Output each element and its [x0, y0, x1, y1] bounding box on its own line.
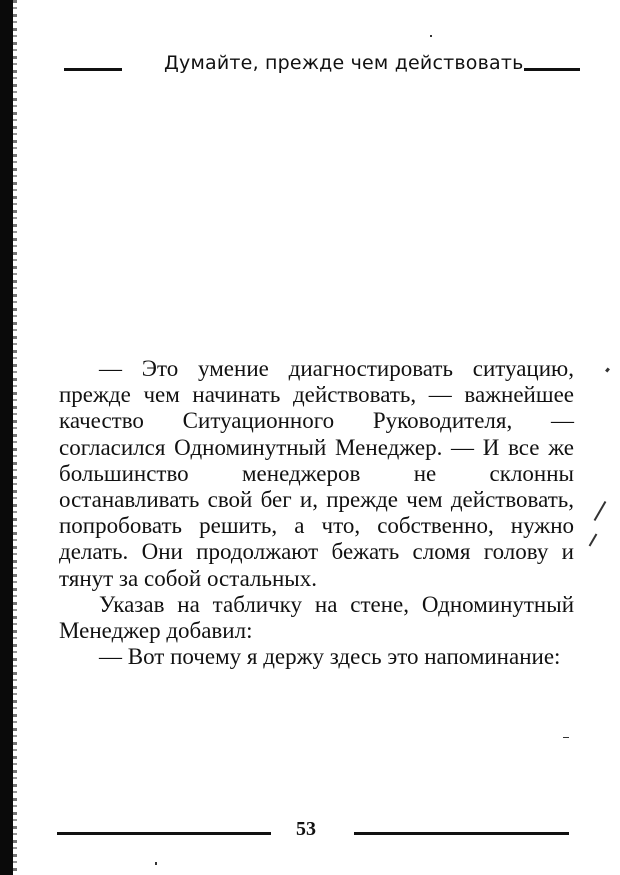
running-head-title: Думайте, прежде чем действовать — [164, 52, 524, 74]
scan-speck — [430, 35, 432, 37]
scan-speck — [155, 862, 157, 865]
scan-speck — [594, 501, 607, 521]
scan-speck — [589, 533, 598, 546]
running-head — [0, 52, 620, 82]
running-head-right-rule — [524, 68, 580, 71]
body-text — [59, 356, 574, 670]
paragraph-2: Указав на табличку на стене, Одноминутный Менеджер добавил: — [59, 591, 574, 644]
scan-speck — [563, 737, 569, 738]
paragraph-1: — Это умение диагностировать ситуацию, прежде чем начинать действовать, — важнейшее качество Ситуационного Руководителя, — согласился Одноминутный Менеджер. — И все же большинство менеджеров не склонны останавливать свой бег и, прежде чем действовать, попробовать решить, а что, собственно, нужно делать. Они продолжают бежать сломя голову и тянут за собой остальных. — [59, 356, 574, 591]
footer-right-rule — [354, 832, 569, 835]
scan-edge-noise — [13, 0, 17, 875]
page-number: 53 — [296, 818, 316, 840]
paragraph-3: — Вот почему я держу здесь это напоминание: — [99, 644, 561, 670]
page-footer — [0, 810, 620, 840]
footer-left-rule — [57, 832, 271, 835]
running-head-left-rule — [64, 68, 122, 71]
scan-edge-shadow — [0, 0, 13, 875]
scan-speck — [605, 368, 610, 373]
